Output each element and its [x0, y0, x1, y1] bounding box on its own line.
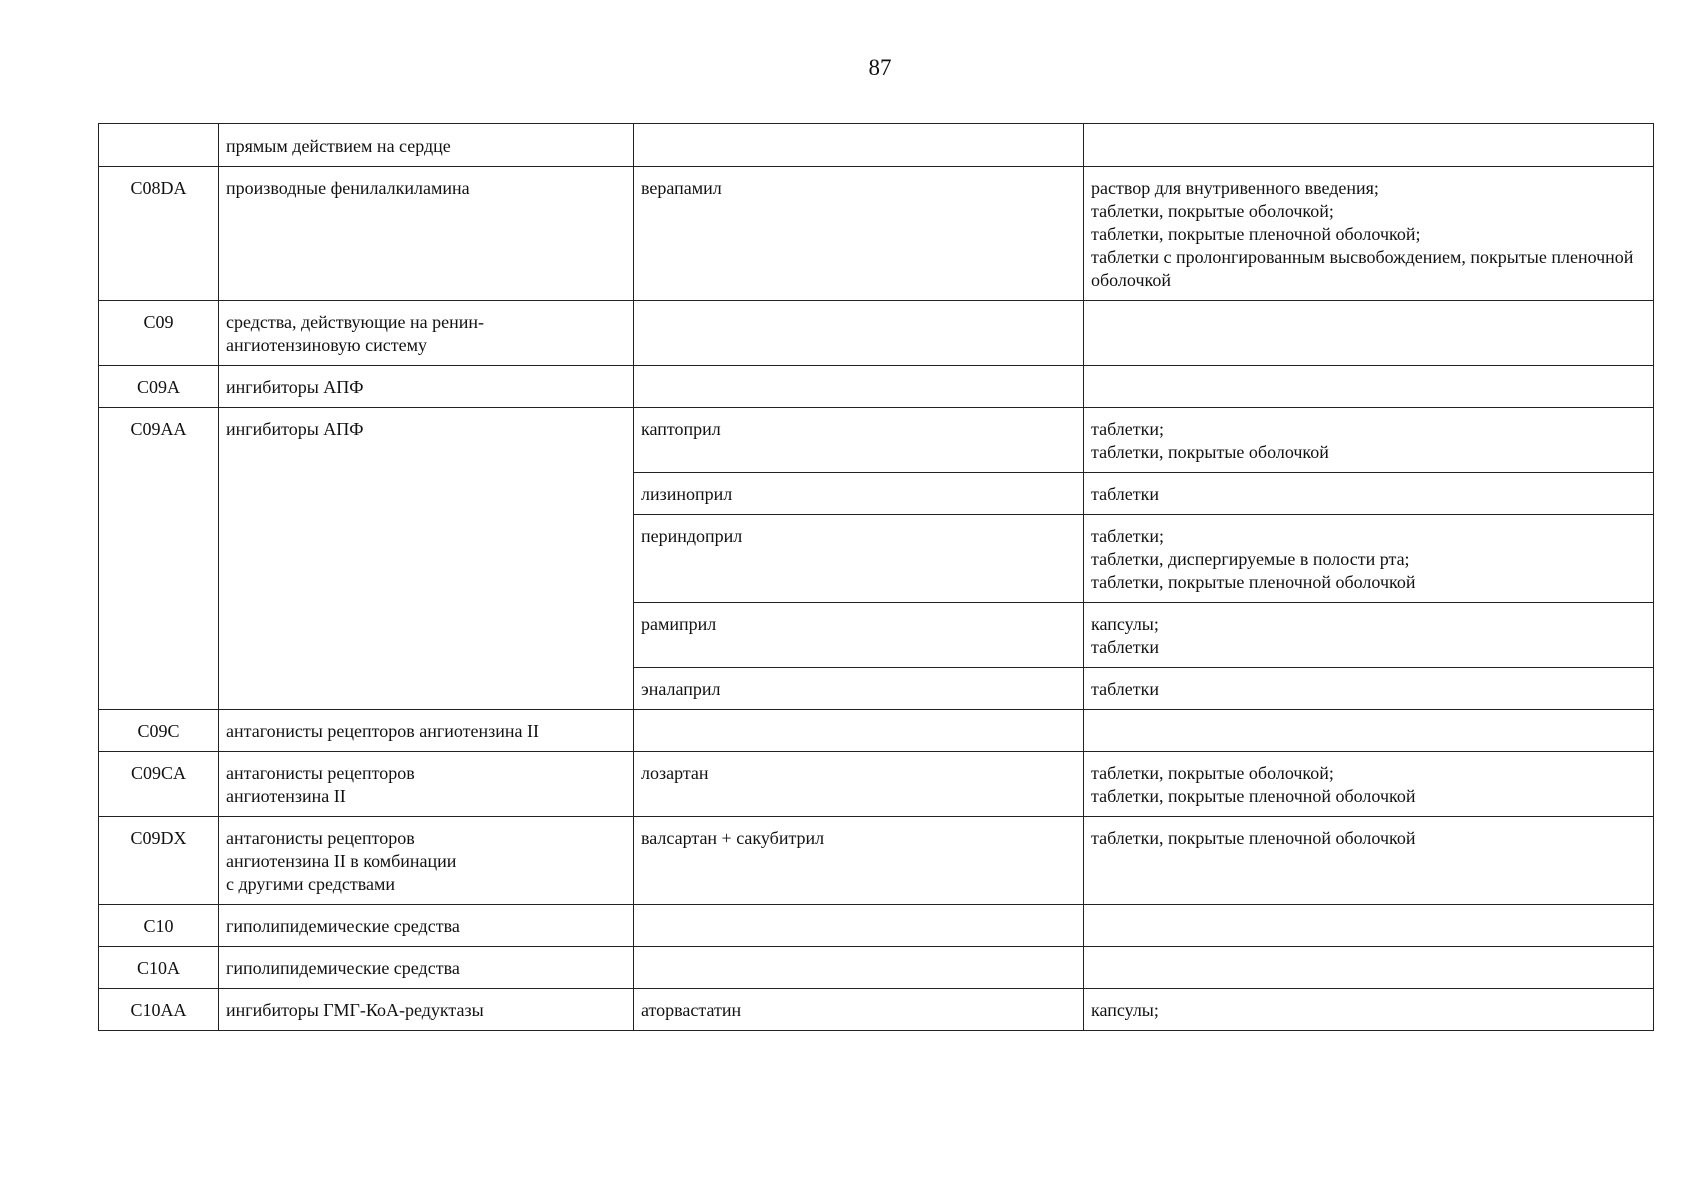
drug-name-cell: эналаприл — [634, 668, 1084, 710]
atc-code-cell: C09 — [99, 301, 219, 366]
drug-name-cell — [634, 124, 1084, 167]
table-row — [99, 301, 1654, 366]
atc-code-cell: C09A — [99, 366, 219, 408]
dosage-form-cell: таблетки; таблетки, диспергируемые в полости рта; таблетки, покрытые пленочной оболочкой — [1084, 515, 1654, 603]
group-name-cell: антагонисты рецепторов ангиотензина II — [219, 710, 634, 752]
table-row — [99, 167, 1654, 301]
atc-code-cell: C09CA — [99, 752, 219, 817]
table-row — [99, 710, 1654, 752]
dosage-form-cell: таблетки — [1084, 473, 1654, 515]
dosage-form-cell — [1084, 124, 1654, 167]
drug-name-cell: аторвастатин — [634, 989, 1084, 1031]
atc-code-cell: C10A — [99, 947, 219, 989]
dosage-form-cell: капсулы; — [1084, 989, 1654, 1031]
dosage-form-cell: раствор для внутривенного введения; таблетки, покрытые оболочкой; таблетки, покрытые пленочной оболочкой; таблетки с пролонгированным высвобождением, покрытые пленочной оболочкой — [1084, 167, 1654, 301]
table-row — [99, 366, 1654, 408]
group-name-cell: прямым действием на сердце — [219, 124, 634, 167]
group-name-cell: ингибиторы ГМГ-КоА-редуктазы — [219, 989, 634, 1031]
drug-table — [98, 123, 1654, 1031]
dosage-form-cell — [1084, 301, 1654, 366]
atc-code-cell: C09DX — [99, 817, 219, 905]
atc-code-cell: C08DA — [99, 167, 219, 301]
table-row — [99, 989, 1654, 1031]
atc-code-cell: C09AA — [99, 408, 219, 710]
group-name-cell: ингибиторы АПФ — [219, 366, 634, 408]
table-row — [99, 817, 1654, 905]
table-row — [99, 905, 1654, 947]
drug-name-cell: периндоприл — [634, 515, 1084, 603]
group-name-cell: гиполипидемические средства — [219, 905, 634, 947]
drug-name-cell — [634, 710, 1084, 752]
drug-name-cell: валсартан + сакубитрил — [634, 817, 1084, 905]
drug-name-cell — [634, 947, 1084, 989]
dosage-form-cell — [1084, 366, 1654, 408]
group-name-cell: ингибиторы АПФ — [219, 408, 634, 710]
table-row — [99, 752, 1654, 817]
dosage-form-cell — [1084, 947, 1654, 989]
group-name-cell: гиполипидемические средства — [219, 947, 634, 989]
drug-name-cell — [634, 905, 1084, 947]
atc-code-cell: C10 — [99, 905, 219, 947]
page-number: 87 — [868, 55, 892, 80]
drug-name-cell: лизиноприл — [634, 473, 1084, 515]
atc-code-cell: C10AA — [99, 989, 219, 1031]
dosage-form-cell: таблетки; таблетки, покрытые оболочкой — [1084, 408, 1654, 473]
group-name-cell: антагонисты рецепторов ангиотензина II — [219, 752, 634, 817]
dosage-form-cell: таблетки, покрытые оболочкой; таблетки, покрытые пленочной оболочкой — [1084, 752, 1654, 817]
drug-name-cell — [634, 366, 1084, 408]
atc-code-cell: C09C — [99, 710, 219, 752]
dosage-form-cell: таблетки, покрытые пленочной оболочкой — [1084, 817, 1654, 905]
drug-name-cell: верапамил — [634, 167, 1084, 301]
group-name-cell: производные фенилалкиламина — [219, 167, 634, 301]
dosage-form-cell: капсулы; таблетки — [1084, 603, 1654, 668]
drug-name-cell — [634, 301, 1084, 366]
group-name-cell: средства, действующие на ренин- ангиотензиновую систему — [219, 301, 634, 366]
dosage-form-cell — [1084, 710, 1654, 752]
group-name-cell: антагонисты рецепторов ангиотензина II в комбинации с другими средствами — [219, 817, 634, 905]
dosage-form-cell: таблетки — [1084, 668, 1654, 710]
drug-name-cell: лозартан — [634, 752, 1084, 817]
table-row — [99, 124, 1654, 167]
dosage-form-cell — [1084, 905, 1654, 947]
atc-code-cell — [99, 124, 219, 167]
drug-name-cell: каптоприл — [634, 408, 1084, 473]
table-row — [99, 408, 1654, 473]
drug-name-cell: рамиприл — [634, 603, 1084, 668]
table-row — [99, 947, 1654, 989]
